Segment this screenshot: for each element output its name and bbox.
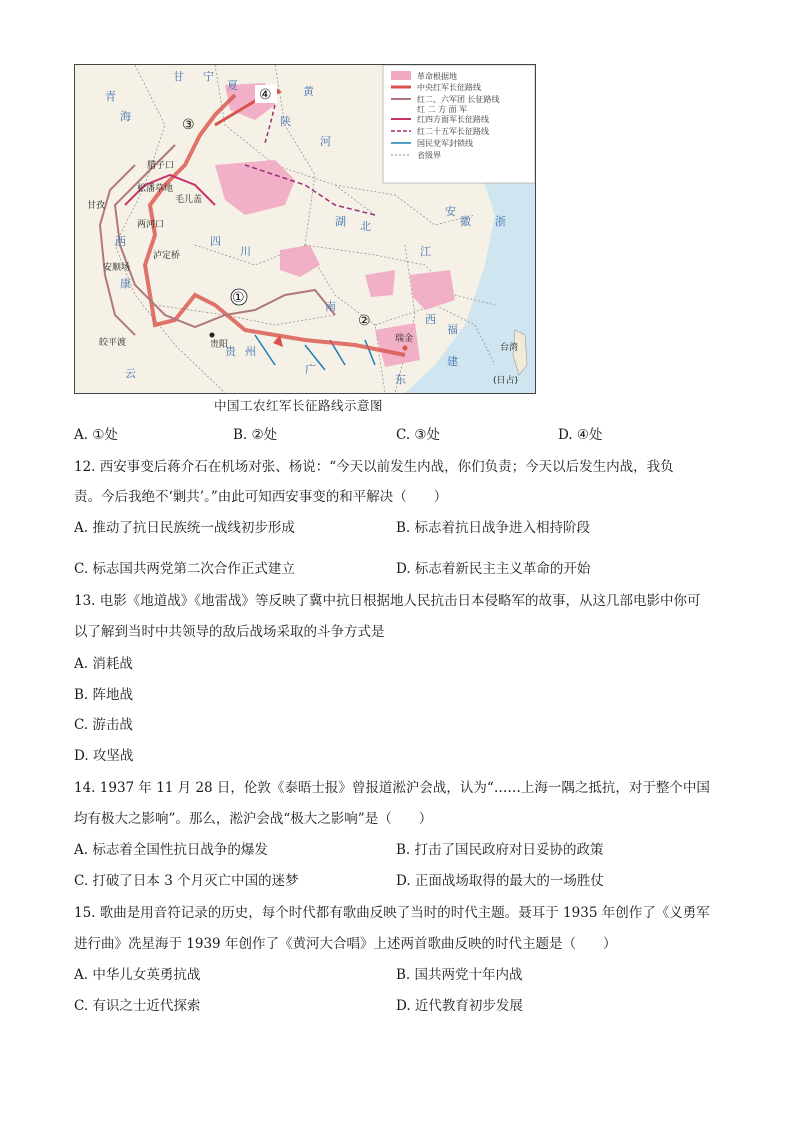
place-ludingqiao: 泸定桥: [153, 251, 181, 261]
q14-stem-line1: 14. 1937 年 11 月 28 日，伦敦《泰晤士报》曾报道淞沪会战，认为“……上海一隅之抵抗，对于整个中国: [74, 780, 710, 796]
map-caption: 中国工农红军长征路线示意图: [214, 398, 384, 413]
q12-option-d[interactable]: D. 标志着新民主主义革命的开始: [396, 561, 591, 577]
q14-option-a[interactable]: A. 标志着全国性抗日战争的爆发: [74, 842, 268, 858]
map-label: 浙: [495, 215, 506, 228]
map-label: 黄: [303, 85, 314, 98]
map-label: 青: [105, 90, 116, 103]
q12-option-b[interactable]: B. 标志着抗日战争进入相持阶段: [396, 520, 591, 536]
legend-base: 革命根据地: [417, 72, 457, 81]
q12-stem-line2: 责。今后我绝不‘剿共’。”由此可知西安事变的和平解决（ ）: [74, 489, 448, 505]
map-label: 徽: [460, 215, 471, 228]
map-label: 川: [240, 245, 251, 258]
legend-central: 中央红军长征路线: [417, 83, 481, 92]
q11-option-b[interactable]: B. ②处: [233, 427, 278, 443]
map-label: 海: [120, 110, 131, 123]
q13-option-a[interactable]: A. 消耗战: [74, 656, 133, 672]
q13-option-b[interactable]: B. 阵地战: [74, 687, 134, 703]
place-lianghekou: 两河口: [137, 220, 165, 230]
q12-option-c[interactable]: C. 标志国共两党第二次合作正式建立: [74, 561, 295, 577]
map-label: 云: [125, 367, 136, 380]
q12-option-a[interactable]: A. 推动了抗日民族统一战线初步形成: [74, 520, 295, 536]
map-label: 西: [425, 313, 436, 326]
marker-3: [182, 117, 195, 133]
map-label: (日占): [493, 376, 519, 386]
q14-stem-line2: 均有极大之影响”。那么，淞沪会战“极大之影响”是（ ）: [74, 811, 433, 827]
q14-option-c[interactable]: C. 打破了日本 3 个月灭亡中国的迷梦: [74, 873, 299, 889]
legend-25: 红二十五军长征路线: [417, 127, 489, 136]
place-songpan: 松潘草地: [137, 184, 174, 194]
q11-option-c[interactable]: C. ③处: [396, 427, 441, 443]
map-label: 贵: [225, 345, 236, 358]
map-label: 四: [210, 235, 221, 248]
marker-label: ③: [182, 117, 195, 133]
q13-option-d[interactable]: D. 攻坚战: [74, 748, 134, 764]
map-label: 河: [320, 135, 331, 148]
marker-1: [231, 289, 247, 306]
map-label: 安: [445, 205, 456, 218]
place-maoergai: 毛儿盖: [175, 195, 203, 205]
map-label: 江: [420, 245, 431, 258]
map-label: 建: [447, 355, 458, 368]
q15-stem-line2: 进行曲》冼星海于 1939 年创作了《黄河大合唱》上述两首歌曲反映的时代主题是（ ）: [74, 936, 617, 952]
q11-option-a[interactable]: A. ①处: [74, 427, 118, 443]
marker-label: ④: [259, 87, 272, 103]
q14-option-b[interactable]: B. 打击了国民政府对日妥协的政策: [396, 842, 604, 858]
place-ganzi: 甘孜: [87, 201, 106, 211]
place-anshunchang: 安顺场: [103, 263, 131, 273]
map-legend: [383, 65, 535, 183]
map-label: 西: [115, 235, 126, 248]
map-label: 湖: [335, 215, 346, 228]
place-jiaopingdu: 皎平渡: [99, 338, 127, 348]
place-ruijin: 瑞金: [395, 334, 414, 344]
map-label: 州: [245, 345, 256, 358]
map-label: 福: [447, 323, 458, 336]
long-march-map: [74, 64, 536, 394]
q15-option-c[interactable]: C. 有识之士近代探索: [74, 998, 201, 1014]
q15-option-a[interactable]: A. 中华儿女英勇抗战: [74, 967, 201, 983]
place-lazikou: 腊子口: [147, 161, 175, 171]
map-label: 台湾: [500, 343, 519, 353]
legend-blockade: 国民党军封锁线: [417, 139, 473, 148]
q15-option-d[interactable]: D. 近代教育初步发展: [396, 998, 523, 1014]
legend-second-a: 红二、六军团 长征路线: [417, 95, 500, 104]
q12-stem-line1: 12. 西安事变后蒋介石在机场对张、杨说：“今天以前发生内战，你们负责；今天以后发生内战，我负: [74, 459, 674, 475]
map-graphic: [75, 65, 535, 393]
marker-4: [255, 85, 277, 103]
marker-label: ①: [232, 290, 245, 306]
map-label: 宁: [203, 70, 214, 83]
map-label: 甘: [173, 70, 184, 83]
legend-fourth: 红四方面军长征路线: [417, 115, 489, 124]
map-label: 康: [120, 277, 131, 290]
q13-stem-line1: 13. 电影《地道战》《地雷战》等反映了冀中抗日根据地人民抗击日本侵略军的故事，从这几部电影中你可: [74, 593, 701, 609]
q11-option-d[interactable]: D. ④处: [558, 427, 603, 443]
map-label: 夏: [227, 79, 238, 92]
map-label: 广: [305, 363, 316, 376]
map-label: 东: [395, 373, 406, 386]
legend-second-b: 红 二 方 面 军: [417, 105, 468, 114]
q13-stem-line2: 以了解到当时中共领导的敌后战场采取的斗争方式是: [74, 624, 385, 640]
legend-border: 省级界: [417, 151, 441, 160]
map-label: 北: [360, 220, 371, 233]
q13-option-c[interactable]: C. 游击战: [74, 717, 133, 733]
map-label: 陕: [280, 115, 291, 128]
map-label: 南: [325, 300, 336, 313]
marker-label: ②: [358, 313, 371, 329]
q14-option-d[interactable]: D. 正面战场取得的最大的一场胜仗: [396, 873, 604, 889]
marker-2: [358, 313, 371, 329]
place-guiyang: 贵阳: [210, 340, 229, 350]
q15-option-b[interactable]: B. 国共两党十年内战: [396, 967, 523, 983]
q15-stem-line1: 15. 歌曲是用音符记录的历史，每个时代都有歌曲反映了当时的时代主题。聂耳于 1935 年创作了《义勇军: [74, 905, 710, 921]
